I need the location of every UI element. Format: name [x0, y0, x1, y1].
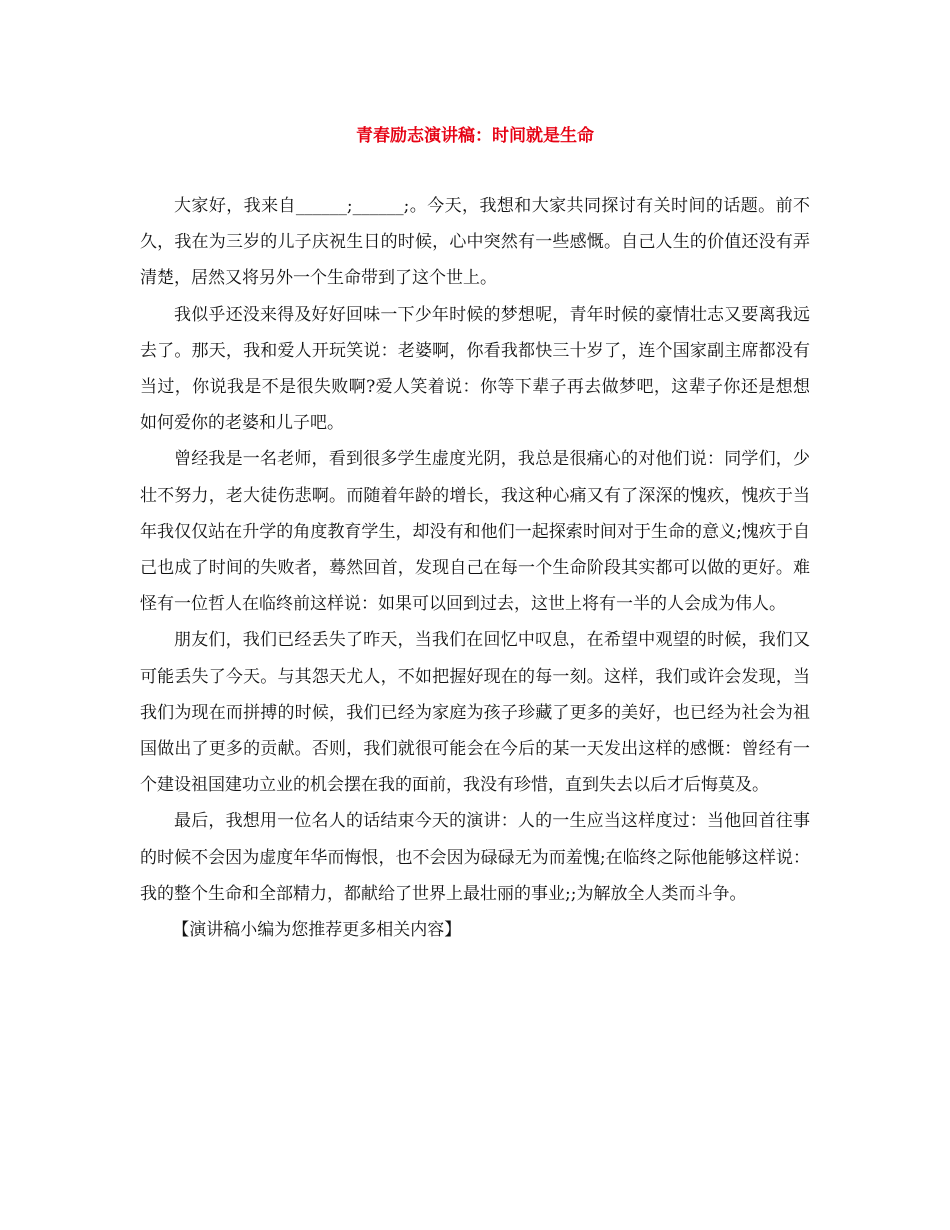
- paragraph-2: 我似乎还没来得及好好回味一下少年时候的梦想呢，青年时候的豪情壮志又要离我远去了。那天，我和爱人开玩笑说：老婆啊，你看我都快三十岁了，连个国家副主席都没有当过，你说我是不是很失败啊?爱人笑着说：你等下辈子再去做梦吧，这辈子你还是想想如何爱你的老婆和儿子吧。: [140, 304, 810, 434]
- paragraph-4: 朋友们，我们已经丢失了昨天，当我们在回忆中叹息，在希望中观望的时候，我们又可能丢失了今天。与其怨天尤人，不如把握好现在的每一刻。这样，我们或许会发现，当我们为现在而拼搏的时候，我们已经为家庭为孩子珍藏了更多的美好，也已经为社会为祖国做出了更多的贡献。否则，我们就很可能会在今后的某一天发出这样的感慨：曾经有一个建设祖国建功立业的机会摆在我的面前，我没有珍惜，直到失去以后才后悔莫及。: [140, 630, 810, 796]
- document-title: 青春励志演讲稿：时间就是生命: [356, 126, 594, 146]
- paragraph-3: 曾经我是一名老师，看到很多学生虚度光阴，我总是很痛心的对他们说：同学们，少壮不努力，老大徒伤悲啊。而随着年龄的增长，我这种心痛又有了深深的愧疚，愧疚于当年我仅仅站在升学的角度教育学生，却没有和他们一起探索时间对于生命的意义;愧疚于自己也成了时间的失败者，蓦然回首，发现自己在每一个生命阶段其实都可以做的更好。难怪有一位哲人在临终前这样说：如果可以回到过去，这世上将有一半的人会成为伟人。: [140, 449, 810, 615]
- recommendation-note: 【演讲稿小编为您推荐更多相关内容】: [172, 920, 462, 941]
- paragraph-1: 大家好，我来自______;______;。今天，我想和大家共同探讨有关时间的话题。前不久，我在为三岁的儿子庆祝生日的时候，心中突然有一些感慨。自己人生的价值还没有弄清楚，居然又将另外一个生命带到了这个世上。: [140, 196, 810, 289]
- paragraph-5: 最后，我想用一位名人的话结束今天的演讲：人的一生应当这样度过：当他回首往事的时候不会因为虚度年华而悔恨，也不会因为碌碌无为而羞愧;在临终之际他能够这样说：我的整个生命和全部精力，都献给了世界上最壮丽的事业;;为解放全人类而斗争。: [140, 811, 810, 904]
- document-body: [140, 188, 810, 948]
